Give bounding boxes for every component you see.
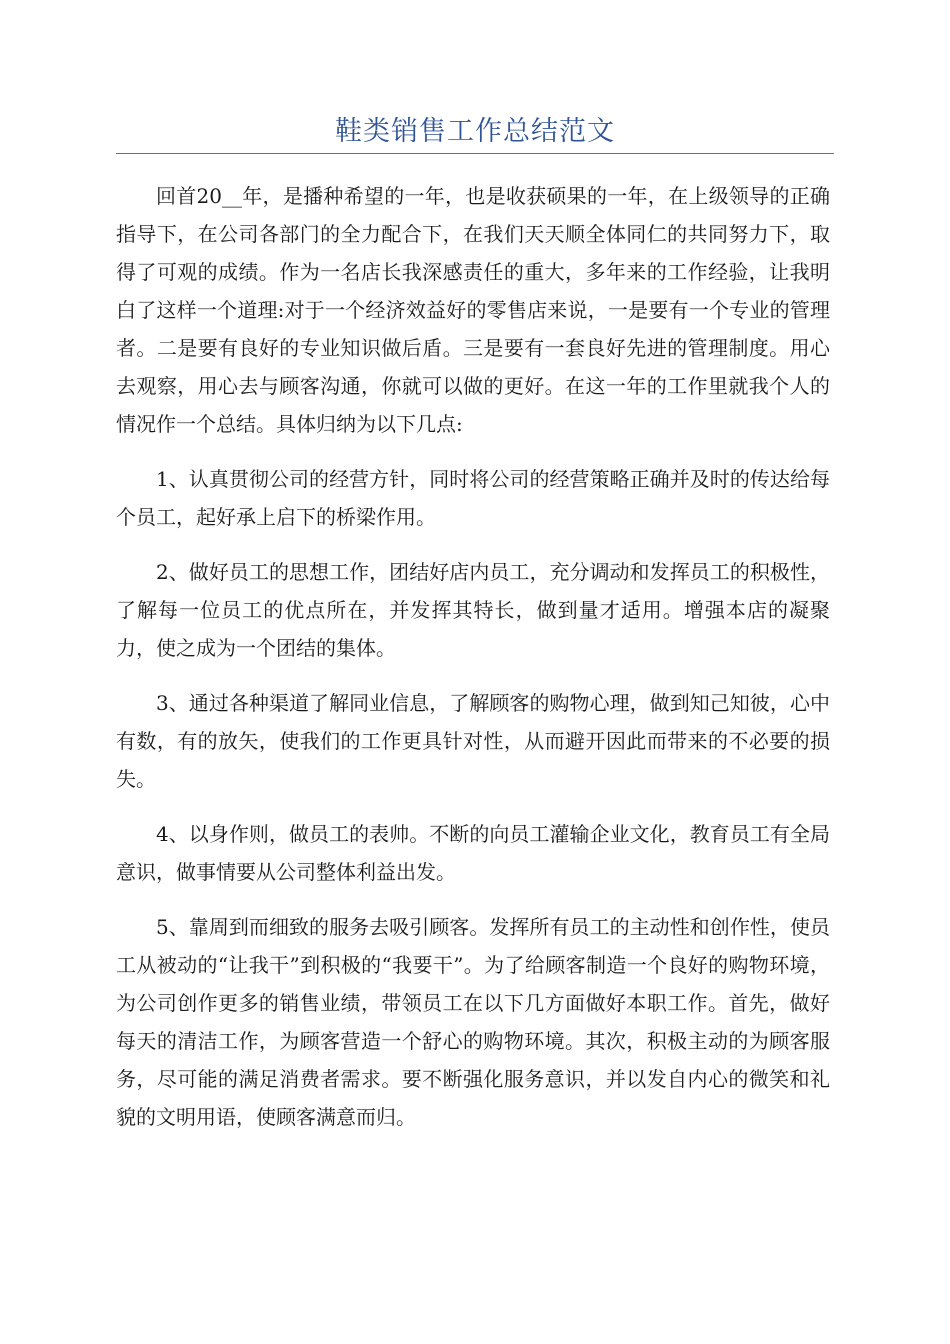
title-underline [116,153,834,154]
point-paragraph-1: 1、认真贯彻公司的经营方针，同时将公司的经营策略正确并及时的传达给每个员工，起好承上启下的桥梁作用。 [116,467,830,529]
point-paragraph-4: 4、以身作则，做员工的表帅。不断的向员工灌输企业文化，教育员工有全局意识，做事情要从公司整体利益出发。 [116,822,830,884]
document-title: 鞋类销售工作总结范文 [335,116,615,147]
document-body [116,177,830,1153]
point-paragraph-2: 2、做好员工的思想工作，团结好店内员工，充分调动和发挥员工的积极性，了解每一位员工的优点所在，并发挥其特长，做到量才适用。增强本店的凝聚力，使之成为一个团结的集体。 [116,560,830,660]
point-paragraph-5: 5、靠周到而细致的服务去吸引顾客。发挥所有员工的主动性和创作性，使员工从被动的“让我干”到积极的“我要干”。为了给顾客制造一个良好的购物环境，为公司创作更多的销售业绩，带领员工在以下几方面做好本职工作。首先，做好每天的清洁工作，为顾客营造一个舒心的购物环境。其次，积极主动的为顾客服务，尽可能的满足消费者需求。要不断强化服务意识，并以发自内心的微笑和礼貌的文明用语，使顾客满意而归。 [116,915,830,1129]
intro-paragraph: 回首20__年，是播种希望的一年，也是收获硕果的一年，在上级领导的正确指导下，在公司各部门的全力配合下，在我们天天顺全体同仁的共同努力下，取得了可观的成绩。作为一名店长我深感责任的重大，多年来的工作经验，让我明白了这样一个道理:对于一个经济效益好的零售店来说，一是要有一个专业的管理者。二是要有良好的专业知识做后盾。三是要有一套良好先进的管理制度。用心去观察，用心去与顾客沟通，你就可以做的更好。在这一年的工作里就我个人的情况作一个总结。具体归纳为以下几点: [116,184,830,436]
point-paragraph-3: 3、通过各种渠道了解同业信息，了解顾客的购物心理，做到知己知彼，心中有数，有的放矢，使我们的工作更具针对性，从而避开因此而带来的不必要的损失。 [116,691,830,791]
